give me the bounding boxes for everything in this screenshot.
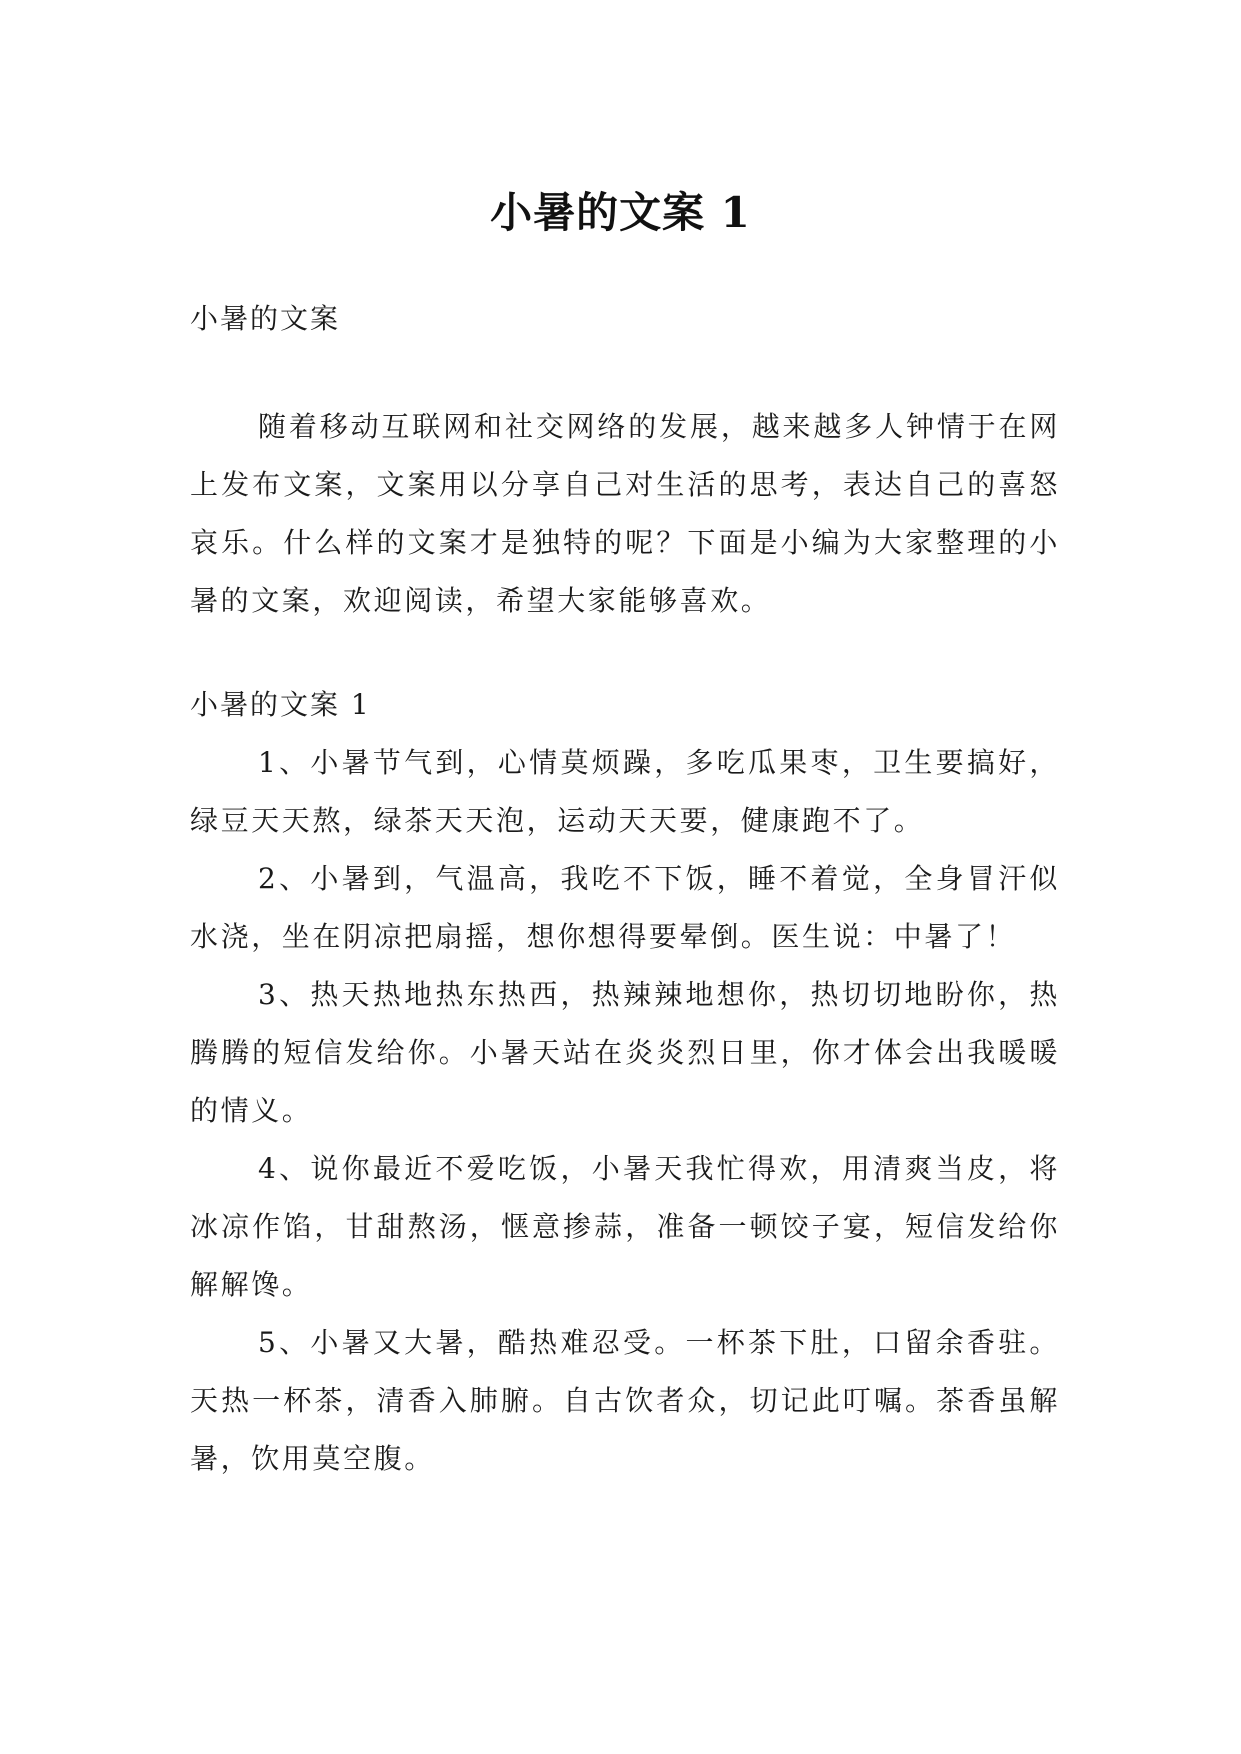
subsection-heading: 小暑的文案 1 xyxy=(190,688,371,721)
list-item: 1、小暑节气到，心情莫烦躁，多吃瓜果枣，卫生要搞好，绿豆天天熬，绿茶天天泡，运动天天要，健康跑不了。 xyxy=(190,746,1060,837)
list-item: 5、小暑又大暑，酷热难忍受。一杯茶下肚，口留余香驻。天热一杯茶，清香入肺腑。自古饮者众，切记此叮嘱。茶香虽解暑，饮用莫空腹。 xyxy=(190,1326,1060,1475)
intro-paragraph: 随着移动互联网和社交网络的发展，越来越多人钟情于在网上发布文案，文案用以分享自己对生活的思考，表达自己的喜怒哀乐。什么样的文案才是独特的呢？下面是小编为大家整理的小暑的文案，欢迎阅读，希望大家能够喜欢。 xyxy=(190,410,1060,617)
document-title: 小暑的文案 1 xyxy=(490,188,751,238)
list-item: 2、小暑到，气温高，我吃不下饭，睡不着觉，全身冒汗似水浇，坐在阴凉把扇摇，想你想得要晕倒。医生说：中暑了！ xyxy=(190,862,1060,953)
list-item: 3、热天热地热东热西，热辣辣地想你，热切切地盼你，热腾腾的短信发给你。小暑天站在炎炎烈日里，你才体会出我暖暖的情义。 xyxy=(190,978,1060,1127)
list-item: 4、说你最近不爱吃饭，小暑天我忙得欢，用清爽当皮，将冰凉作馅，甘甜熬汤，惬意掺蒜，准备一顿饺子宴，短信发给你解解馋。 xyxy=(190,1152,1060,1301)
document-body xyxy=(190,290,1060,1488)
section-heading: 小暑的文案 xyxy=(190,302,341,335)
